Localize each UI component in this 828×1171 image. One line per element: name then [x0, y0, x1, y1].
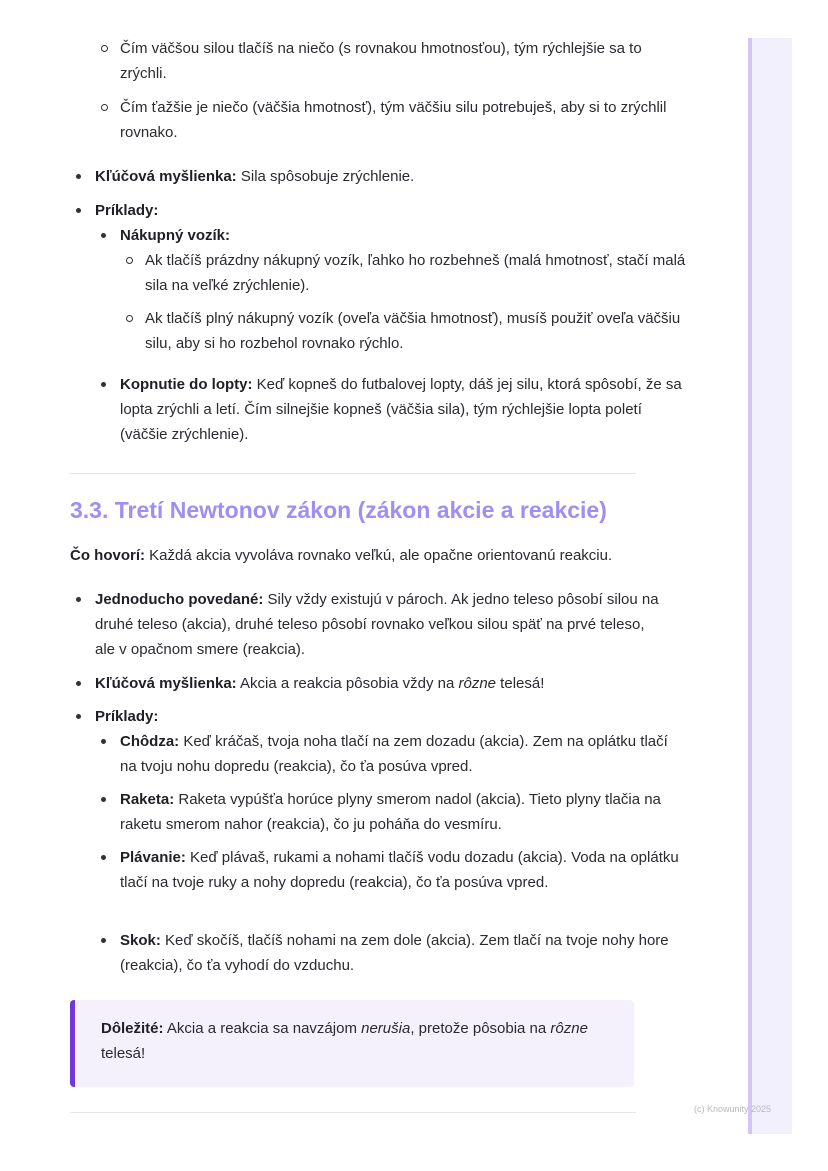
what-it-says: Čo hovorí: Každá akcia vyvoláva rovnako veľkú, ale opačne orientovanú reakciu.: [70, 547, 613, 564]
list-item-examples: Príklady:: [95, 708, 159, 725]
important-callout: Dôležité: Akcia a reakcia sa navzájom nerušia, pretože pôsobia na rôzne telesá!: [70, 1000, 634, 1087]
section-heading: 3.3. Tretí Newtonov zákon (zákon akcie a reakcie): [70, 497, 607, 523]
list-item-cart: Nákupný vozík:: [120, 227, 231, 244]
divider: [70, 473, 636, 474]
list-item: Ak tlačíš plný nákupný vozík (oveľa väčšia hmotnosť), musíš použiť oveľa väčšiu silu, aby si ho rozbehol rovnako rýchlo.: [145, 310, 681, 352]
divider: [70, 1112, 636, 1113]
footer-credit: (c) Knowunity 2025: [694, 1104, 772, 1114]
list-item: Čím väčšou silou tlačíš na niečo (s rovnakou hmotnosťou), tým rýchlejšie sa to zrýchli.: [120, 40, 642, 82]
list-item-simple: Jednoducho povedané: Sily vždy existujú v pároch. Ak jedno teleso pôsobí silou na druhé teleso (akcia), druhé teleso pôsobí rovnako veľkou silou späť na prvé teleso, ale v opačnom smere (reakcia).: [95, 591, 659, 658]
example-jump: Skok: Keď skočíš, tlačíš nohami na zem dole (akcia). Zem tlačí na tvoje nohy hore (reakcia), čo ťa vyhodí do vzduchu.: [120, 932, 669, 974]
page-sidebar-strip: [748, 38, 792, 1134]
list-item-key-idea: Kľúčová myšlienka: Sila spôsobuje zrýchlenie.: [95, 168, 415, 185]
list-item-kick: Kopnutie do lopty: Keď kopneš do futbalovej lopty, dáš jej silu, ktorá spôsobí, že sa lopta zrýchli a letí. Čím silnejšie kopneš (väčšia sila), tým rýchlejšie lopta poletí (väčšie zrýchlenie).: [120, 376, 682, 443]
example-walking: Chôdza: Keď kráčaš, tvoja noha tlačí na zem dozadu (akcia). Zem na oplátku tlačí na tvoju nohu dopredu (reakcia), čo ťa posúva vpred.: [120, 733, 668, 775]
list-item: Ak tlačíš prázdny nákupný vozík, ľahko ho rozbehneš (malá hmotnosť, stačí malá sila na veľké zrýchlenie).: [145, 252, 686, 294]
example-rocket: Raketa: Raketa vypúšťa horúce plyny smerom nadol (akcia). Tieto plyny tlačia na raketu smerom nahor (reakcia), čo ju poháňa do vesmíru.: [120, 791, 661, 833]
list-item: Čím ťažšie je niečo (väčšia hmotnosť), tým väčšiu silu potrebuješ, aby si to zrýchlil rovnako.: [120, 99, 667, 141]
list-item-examples: Príklady:: [95, 202, 159, 219]
list-item-key-idea: Kľúčová myšlienka: Akcia a reakcia pôsobia vždy na rôzne telesá!: [95, 675, 545, 692]
example-swimming: Plávanie: Keď plávaš, rukami a nohami tlačíš vodu dozadu (akcia). Voda na oplátku tlačí na tvoje ruky a nohy dopredu (reakcia), čo ťa posúva vpred.: [120, 849, 679, 891]
